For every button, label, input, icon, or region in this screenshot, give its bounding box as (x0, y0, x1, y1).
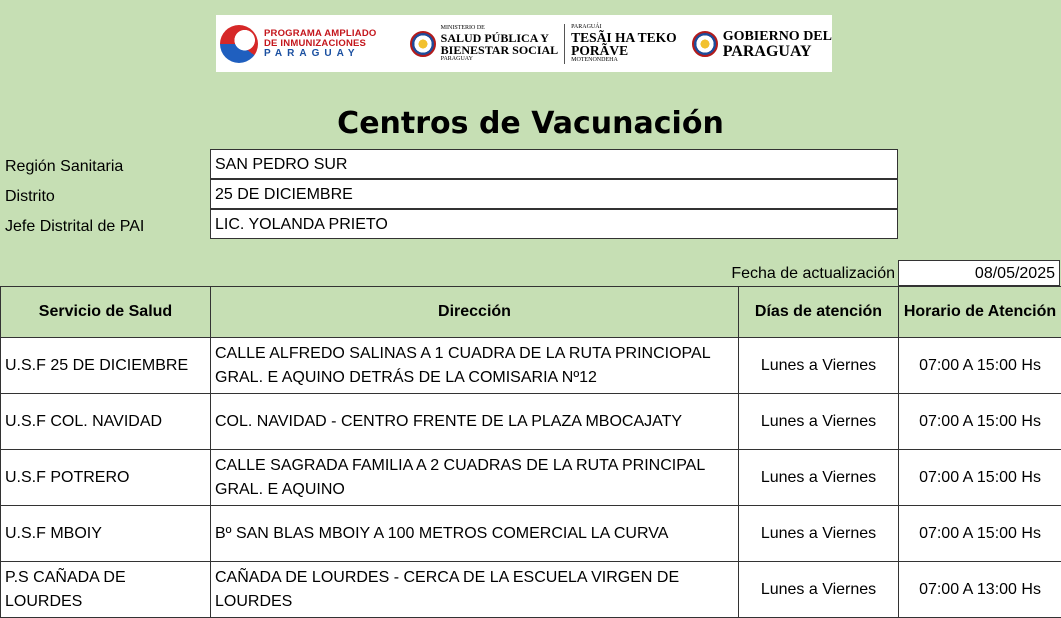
tesai-line1: TESÃI HA TEKO (571, 29, 677, 45)
header-banner (216, 15, 832, 72)
tesai-small-bottom: MOTENONDEHA (571, 56, 618, 63)
cell-direccion[interactable]: COL. NAVIDAD - CENTRO FRENTE DE LA PLAZA MBOCAJATY (211, 394, 739, 450)
cell-direccion[interactable]: CALLE SAGRADA FAMILIA A 2 CUADRAS DE LA RUTA PRINCIPAL GRAL. E AQUINO (211, 450, 739, 506)
cell-dias[interactable]: Lunes a Viernes (739, 506, 899, 562)
national-seal-icon (410, 31, 436, 57)
cell-servicio[interactable]: U.S.F COL. NAVIDAD (1, 394, 211, 450)
cell-servicio[interactable]: U.S.F MBOIY (1, 506, 211, 562)
page-title: Centros de Vacunación (337, 106, 724, 141)
pai-line2: DE INMUNIZACIONES (264, 37, 367, 49)
cell-direccion[interactable]: CALLE ALFREDO SALINAS A 1 CUADRA DE LA RUTA PRINCIOPAL GRAL. E AQUINO DETRÁS DE LA COMISARIA Nº12 (211, 338, 739, 394)
region-value[interactable]: SAN PEDRO SUR (210, 149, 898, 179)
jefe-value[interactable]: LIC. YOLANDA PRIETO (210, 209, 898, 239)
gobierno-line2: PARAGUAY (722, 42, 812, 60)
gobierno-logo (692, 15, 832, 72)
tesai-small-top: PARAGUÁI (571, 23, 602, 30)
header-horario: Horario de Atención (899, 287, 1061, 338)
region-label: Región Sanitaria (5, 158, 124, 175)
msp-line2: BIENESTAR SOCIAL (440, 42, 559, 57)
cell-horario[interactable]: 07:00 A 13:00 Hs (899, 562, 1061, 618)
pai-line3: PARAGUAY (264, 47, 360, 59)
fecha-label: Fecha de actualización (731, 265, 895, 282)
cell-direccion[interactable]: CAÑADA DE LOURDES - CERCA DE LA ESCUELA VIRGEN DE LOURDES (211, 562, 739, 618)
cell-dias[interactable]: Lunes a Viernes (739, 450, 899, 506)
msp-small-bottom: PARAGUAY (440, 55, 473, 62)
ministerio-logo (398, 15, 558, 72)
cell-dias[interactable]: Lunes a Viernes (739, 394, 899, 450)
cell-servicio[interactable]: U.S.F 25 DE DICIEMBRE (1, 338, 211, 394)
distrito-label: Distrito (5, 188, 55, 205)
table-header-row (1, 287, 1061, 338)
table-row (1, 394, 1061, 450)
logo-divider (564, 24, 565, 64)
jefe-label: Jefe Distrital de PAI (5, 218, 145, 235)
gobierno-seal-icon (692, 31, 718, 57)
cell-servicio[interactable]: P.S CAÑADA DE LOURDES (1, 562, 211, 618)
cell-dias[interactable]: Lunes a Viernes (739, 562, 899, 618)
header-servicio: Servicio de Salud (1, 287, 211, 338)
table-row (1, 506, 1061, 562)
cell-horario[interactable]: 07:00 A 15:00 Hs (899, 450, 1061, 506)
fecha-value[interactable]: 08/05/2025 (898, 260, 1060, 286)
cell-dias[interactable]: Lunes a Viernes (739, 338, 899, 394)
msp-small-top: MINISTERIO DE (440, 24, 485, 31)
table-row (1, 562, 1061, 618)
pai-logo (216, 15, 398, 72)
header-dias: Días de atención (739, 287, 899, 338)
vaccination-centers-table (0, 286, 1061, 618)
msp-line1: SALUD PÚBLICA Y (440, 30, 549, 45)
header-direccion: Dirección (211, 287, 739, 338)
table-row (1, 338, 1061, 394)
cell-servicio[interactable]: U.S.F POTRERO (1, 450, 211, 506)
cell-horario[interactable]: 07:00 A 15:00 Hs (899, 394, 1061, 450)
pai-swirl-icon (220, 25, 258, 63)
tesai-logo (571, 15, 682, 72)
pai-line1: PROGRAMA AMPLIADO (264, 27, 377, 39)
cell-horario[interactable]: 07:00 A 15:00 Hs (899, 338, 1061, 394)
cell-direccion[interactable]: Bº SAN BLAS MBOIY A 100 METROS COMERCIAL LA CURVA (211, 506, 739, 562)
distrito-value[interactable]: 25 DE DICIEMBRE (210, 179, 898, 209)
tesai-line2: PORÃVE (571, 42, 629, 58)
gobierno-line1: GOBIERNO DEL (722, 28, 832, 44)
table-row (1, 450, 1061, 506)
cell-horario[interactable]: 07:00 A 15:00 Hs (899, 506, 1061, 562)
